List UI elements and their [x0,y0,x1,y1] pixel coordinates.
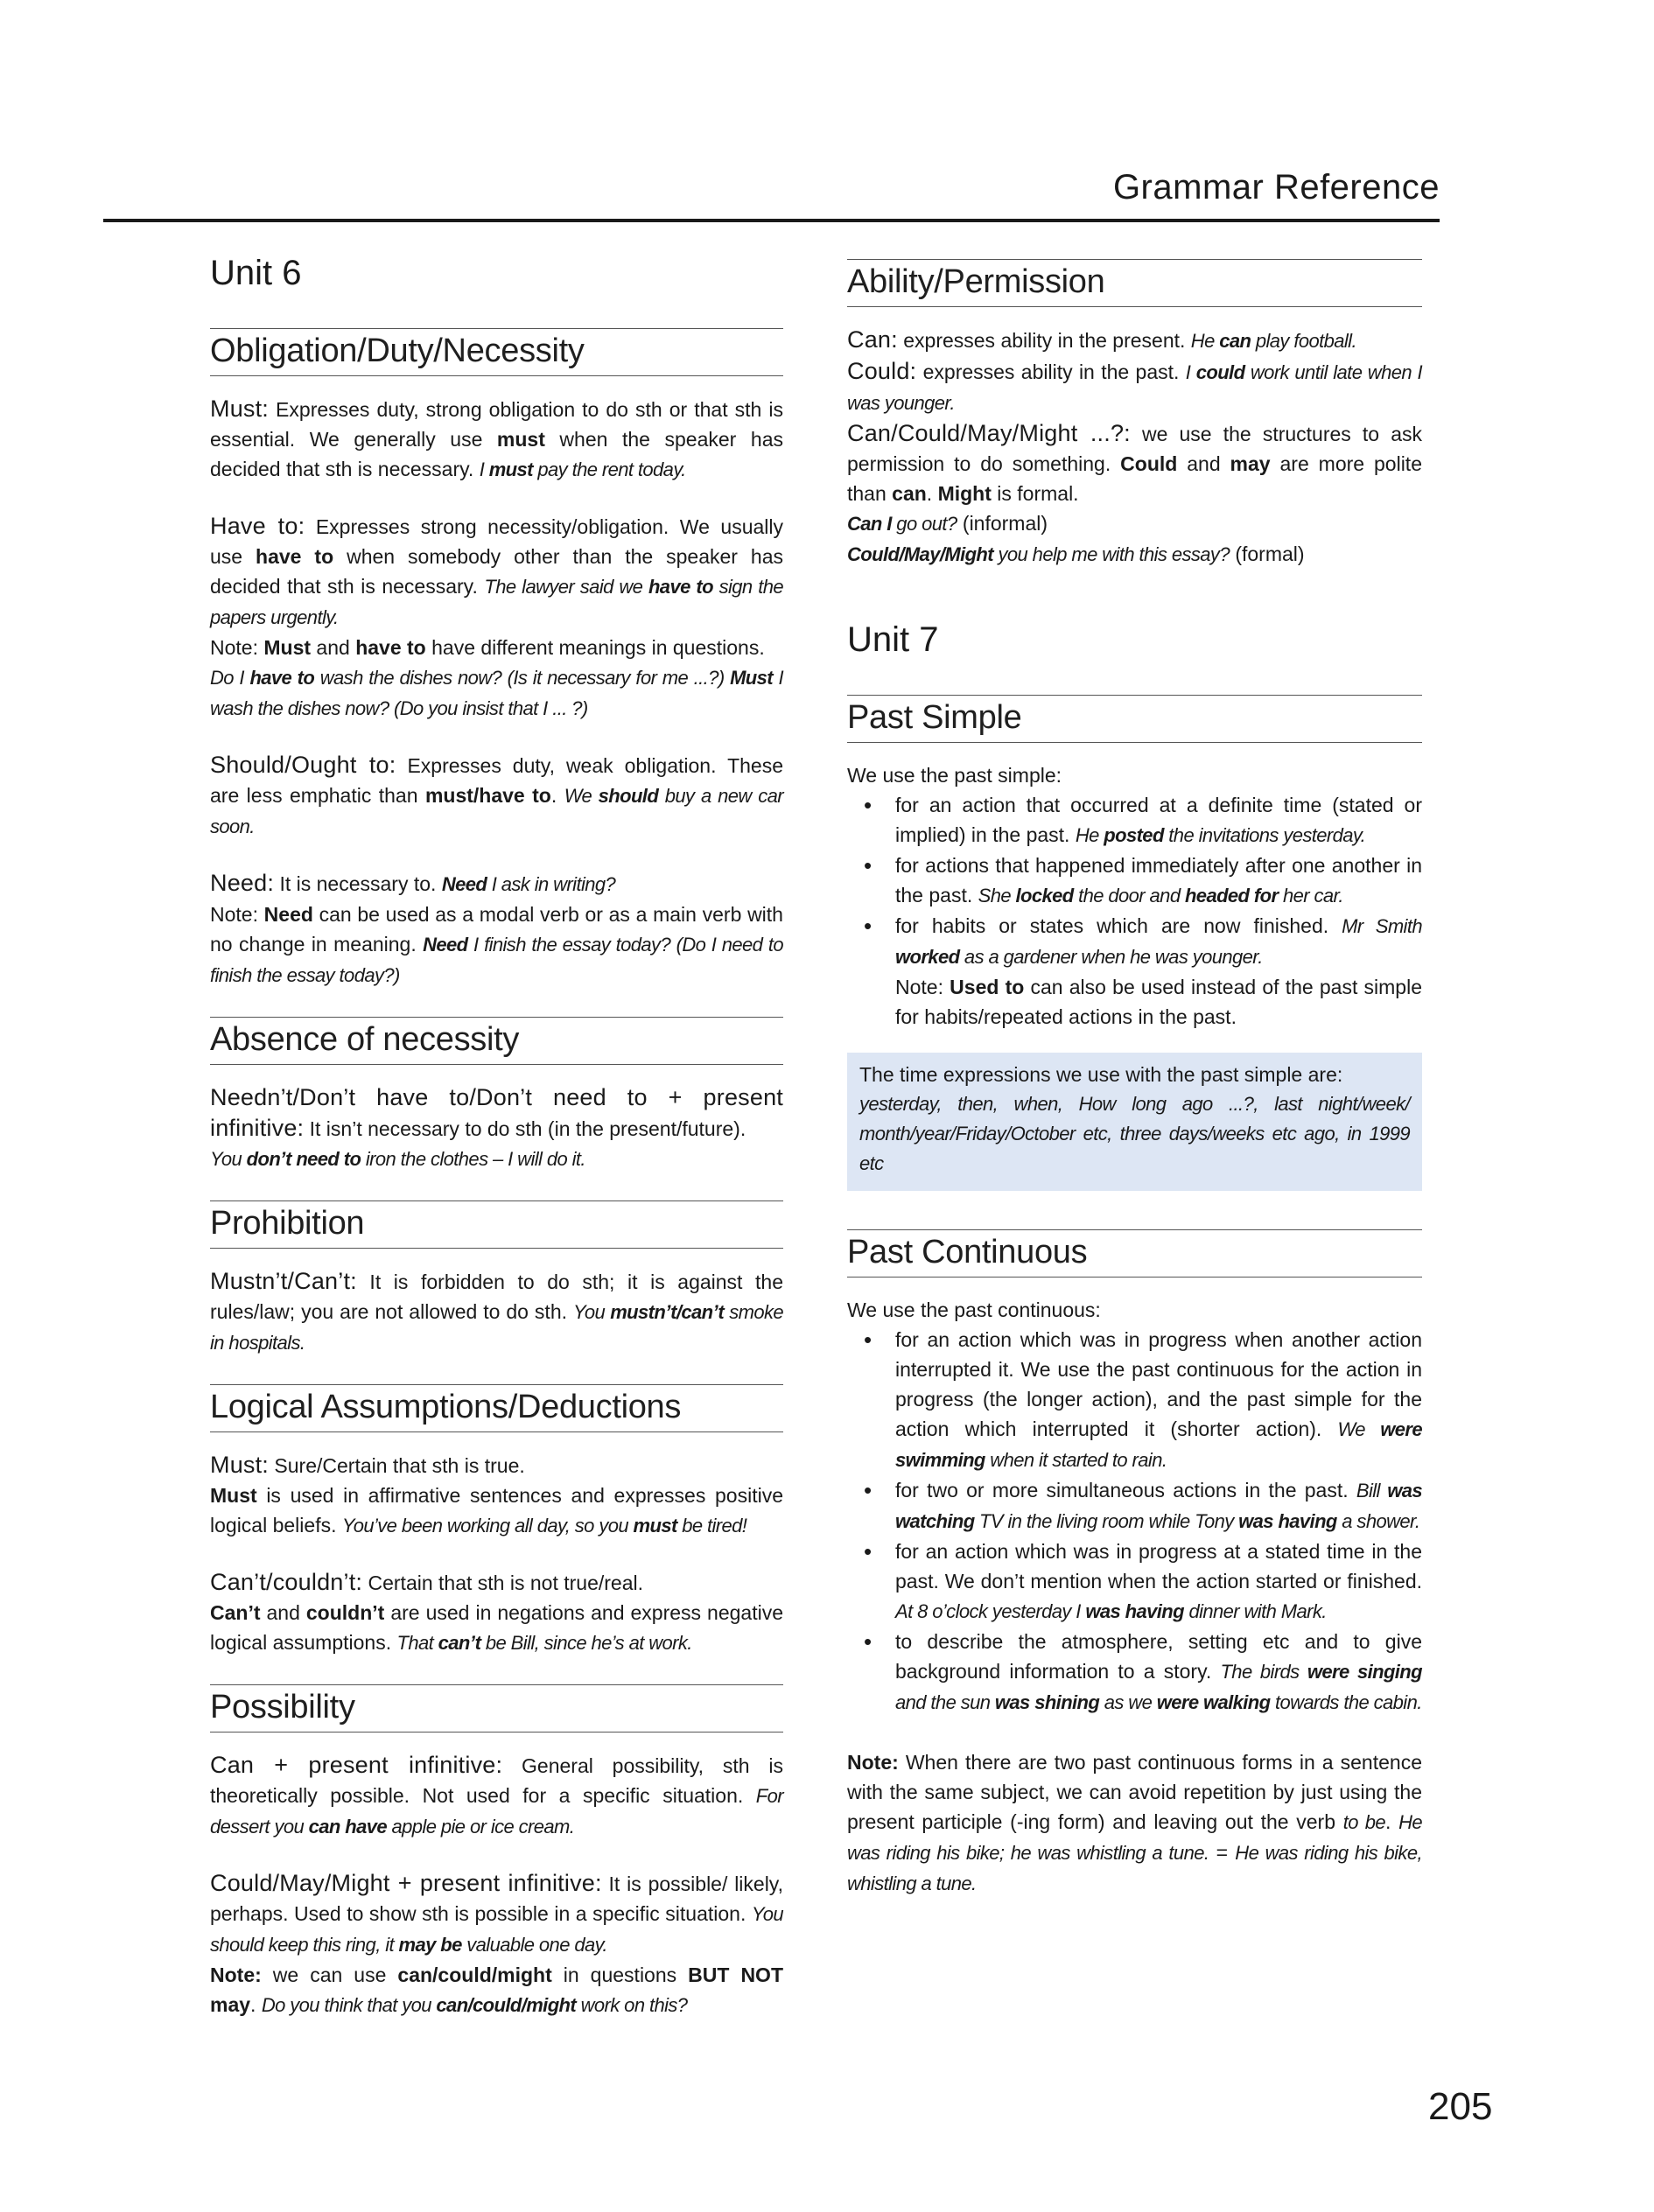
absence-entry: Needn’t/Don’t have to/Don’t need to + present infinitive: It isn’t necessary to do sth (in the present/future). You don’t need to iron the clothes – I will do it. [210,1084,783,1170]
left-column [210,245,783,2033]
list-item: • for an action that occurred at a definite time (stated or implied) in the past. He posted the invitations yesterday. [895,790,1422,850]
section-title: Possibility [210,1689,355,1726]
section-header-logical [210,1384,783,1432]
section-title: Past Continuous [847,1234,1088,1270]
have-to-entry: Have to: Expresses strong necessity/obligation. We usually use have to when somebody other than the speaker has decided that sth is necessary. The lawyer said we have to sign the papers urgently. [210,513,783,628]
section-title: Absence of necessity [210,1021,520,1058]
past-continuous-intro: We use the past continuous: [847,1298,1101,1321]
list-item: • for an action which was in progress when another action interrupted it. We use the past continuous for the action in progress (the longer action), and the past simple for the action which interrupted it (shorter action). We were swimming when it started to rain. [895,1325,1422,1475]
header-rule [103,219,1440,222]
running-head-title: Grammar Reference [1112,168,1440,206]
have-to-note: Note: Must and have to have different meanings in questions. Do I have to wash the dishes now? (Is it necessary for me ...?) Must I wash the dishes now? (Do you insist that I ... ?) [210,636,784,719]
section-header-absence [210,1017,783,1065]
permission-example-informal: Can I go out? (informal) [847,512,1048,535]
past-simple-intro: We use the past simple: [847,764,1062,787]
ability-could-entry: Could: expresses ability in the past. I could work until late when I was younger. [847,358,1422,414]
logical-cant-detail: Can’t and couldn’t are used in negations and express negative logical assumptions. That can’t be Bill, since he’s at work. [210,1601,783,1654]
possibility-could-entry: Could/May/Might + present infinitive: It is possible/ likely, perhaps. Used to show sth is possible in a specific situation. You should keep this ring, it may be valuable one day. [210,1870,783,1956]
section-header-possibility [210,1684,783,1732]
page-number: 205 [1428,2085,1493,2128]
list-item: • for an action which was in progress at a stated time in the past. We don’t mention when the action started or finished. At 8 o’clock yesterday I was having dinner with Mark. [895,1536,1422,1627]
past-continuous-uses [847,1325,1422,1718]
time-expressions-box [847,1053,1422,1191]
logical-must-detail: Must is used in affirmative sentences and expresses positive logical beliefs. You’ve been working all day, so you must be tired! [210,1484,783,1536]
section-title: Logical Assumptions/Deductions [210,1389,682,1425]
right-column [847,245,1422,1911]
ability-can-entry: Can: expresses ability in the present. He can play football. [847,326,1356,353]
possibility-can-entry: Can + present infinitive: General possibility, sth is theoretically possible. Not used for a specific situation. For dessert you can have apple pie or ice cream. [210,1752,783,1838]
section-header-obligation [210,328,783,376]
unit-6-title: Unit 6 [210,254,302,292]
list-item: • for two or more simultaneous actions in the past. Bill was watching TV in the living room while Tony was having a shower. [895,1475,1422,1536]
box-text: yesterday, then, when, How long ago ...?, last night/week/ month/year/Friday/October etc, three days/weeks etc ago, in 1999 etc [859,1093,1410,1174]
should-entry: Should/Ought to: Expresses duty, weak obligation. These are less emphatic than must/have to. We should buy a new car soon. [210,752,784,837]
past-simple-uses [847,790,1422,1032]
section-title: Obligation/Duty/Necessity [210,332,585,369]
prohibition-entry: Mustn’t/Can’t: It is forbidden to do sth; it is against the rules/law; you are not allowed to do sth. You mustn’t/can’t smoke in hospitals. [210,1268,783,1354]
logical-cant-entry: Can’t/couldn’t: Certain that sth is not true/real. [210,1569,643,1595]
permission-example-formal: Could/May/Might you help me with this essay? (formal) [847,542,1305,565]
logical-must-entry: Must: Sure/Certain that sth is true. [210,1452,525,1478]
must-entry: Must: Expresses duty, strong obligation to do sth or that sth is essential. We generally use must when the speaker has decided that sth is necessary. I must pay the rent today. [210,396,783,480]
possibility-note: Note: we can use can/could/might in questions BUT NOT may. Do you think that you can/could/might work on this? [210,1964,783,2016]
need-note: Note: Need can be used as a modal verb or as a main verb with no change in meaning. Need I finish the essay today? (Do I need to finish the essay today?) [210,903,783,986]
section-header-past-simple [847,695,1422,743]
section-title: Prohibition [210,1205,365,1242]
unit-7-title: Unit 7 [847,620,939,659]
section-header-prohibition [210,1200,783,1249]
section-title: Ability/Permission [847,263,1105,300]
section-header-ability [847,259,1422,307]
need-entry: Need: It is necessary to. Need I ask in writing? [210,870,616,896]
past-continuous-note: Note: When there are two past continuous forms in a sentence with the same subject, we can avoid repetition by just using the present participle (-ing form) and leaving out the verb to be. He was riding his bike; he was whistling a tune. = He was riding his bike, whistling a tune. [847,1751,1423,1894]
section-header-past-continuous [847,1229,1422,1278]
list-item: • to describe the atmosphere, setting etc and to give background information to a story. The birds were singing and the sun was shining as we were walking towards the cabin. [895,1627,1422,1718]
box-title: The time expressions we use with the past simple are: [859,1063,1343,1086]
list-item: • for habits or states which are now finished. Mr Smith worked as a gardener when he was younger. Note: Used to can also be used instead of the past simple for habits/repeated actions in the past. [895,911,1422,1032]
permission-entry: Can/Could/May/Might ...?: we use the structures to ask permission to do something. Could and may are more polite than can. Might is formal. [847,420,1422,505]
section-title: Past Simple [847,699,1022,736]
list-item: • for actions that happened immediately after one another in the past. She locked the door and headed for her car. [895,850,1422,911]
